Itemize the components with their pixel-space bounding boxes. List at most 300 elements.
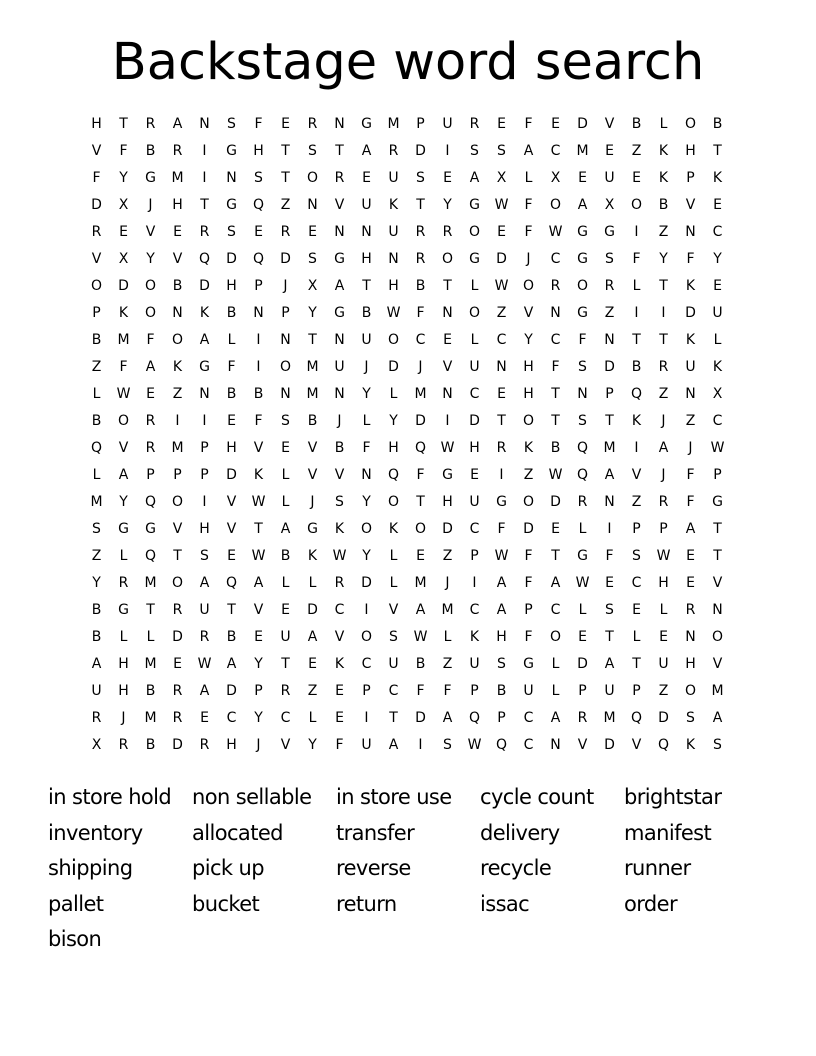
grid-letter: V	[118, 440, 129, 456]
grid-letter: O	[171, 494, 184, 510]
grid-letter: Y	[443, 197, 452, 213]
grid-letter: V	[712, 656, 723, 672]
grid-letter: Z	[91, 548, 102, 564]
grid-letter: C	[523, 737, 534, 753]
grid-letter: P	[713, 467, 722, 483]
grid-letter: Y	[308, 737, 317, 753]
grid-letter: F	[686, 467, 695, 483]
grid-letter: T	[254, 521, 263, 537]
grid-letter: S	[227, 116, 236, 132]
grid-letter: S	[713, 737, 722, 753]
grid-letter: R	[604, 278, 615, 294]
grid-letter: R	[91, 224, 102, 240]
grid-letter: A	[685, 521, 696, 537]
grid-letter: I	[202, 170, 207, 186]
grid-letter: F	[524, 197, 533, 213]
grid-letter: Z	[523, 467, 534, 483]
grid-letter: E	[335, 710, 344, 726]
grid-letter: W	[494, 278, 509, 294]
grid-letter: L	[551, 656, 560, 672]
grid-letter: D	[577, 116, 588, 132]
grid-letter: M	[441, 602, 454, 618]
grid-letter: K	[712, 170, 723, 186]
grid-letter: O	[90, 278, 103, 294]
grid-letter: L	[632, 278, 641, 294]
grid-letter: L	[443, 629, 452, 645]
grid-letter: N	[550, 305, 561, 321]
grid-letter: W	[251, 548, 266, 564]
grid-letter: M	[306, 359, 319, 375]
grid-letter: E	[632, 170, 641, 186]
grid-letter: D	[469, 413, 480, 429]
grid-letter: Z	[604, 305, 615, 321]
grid-letter: N	[334, 224, 345, 240]
grid-letter: V	[631, 737, 642, 753]
grid-letter: M	[603, 710, 616, 726]
grid-letter: R	[280, 224, 291, 240]
grid-letter: V	[172, 521, 183, 537]
grid-letter: V	[334, 467, 345, 483]
grid-letter: E	[173, 224, 182, 240]
grid-letter: K	[307, 548, 318, 564]
grid-letter: B	[226, 386, 237, 402]
grid-letter: D	[388, 359, 399, 375]
grid-letter: C	[415, 332, 426, 348]
grid-letter: D	[172, 629, 183, 645]
grid-letter: O	[306, 170, 319, 186]
grid-letter: N	[388, 251, 399, 267]
grid-letter: N	[226, 170, 237, 186]
word-list-item: bucket	[192, 891, 260, 916]
grid-letter: S	[632, 548, 641, 564]
grid-letter: A	[577, 197, 588, 213]
grid-letter: B	[631, 359, 642, 375]
grid-letter: W	[197, 656, 212, 672]
grid-letter: Y	[362, 386, 371, 402]
grid-letter: R	[199, 629, 210, 645]
grid-letter: K	[685, 737, 696, 753]
grid-letter: I	[202, 143, 207, 159]
grid-letter: Z	[496, 305, 507, 321]
grid-letter: G	[496, 494, 507, 510]
grid-letter: M	[576, 143, 589, 159]
grid-letter: M	[117, 332, 130, 348]
grid-letter: G	[604, 224, 615, 240]
grid-letter: X	[91, 737, 102, 753]
grid-letter: K	[388, 521, 399, 537]
word-list-item: in store hold	[48, 785, 172, 809]
grid-row	[83, 327, 731, 354]
grid-letter: U	[91, 683, 102, 699]
grid-letter: A	[604, 467, 615, 483]
grid-letter: N	[712, 602, 723, 618]
grid-letter: P	[470, 548, 479, 564]
grid-letter: B	[91, 602, 102, 618]
grid-letter: N	[334, 332, 345, 348]
grid-letter: Y	[524, 332, 533, 348]
grid-letter: A	[199, 332, 210, 348]
grid-letter: A	[91, 656, 102, 672]
grid-letter: P	[146, 467, 155, 483]
grid-letter: L	[659, 602, 668, 618]
grid-letter: C	[388, 683, 399, 699]
grid-letter: F	[686, 251, 695, 267]
grid-letter: R	[334, 170, 345, 186]
grid-letter: R	[415, 251, 426, 267]
grid-letter: Z	[631, 494, 642, 510]
grid-letter: H	[172, 197, 183, 213]
grid-letter: B	[307, 413, 318, 429]
grid-letter: O	[171, 575, 184, 591]
grid-letter: B	[253, 386, 264, 402]
grid-letter: O	[171, 332, 184, 348]
grid-row	[83, 273, 731, 300]
grid-letter: M	[144, 575, 157, 591]
grid-letter: O	[522, 278, 535, 294]
grid-letter: F	[524, 629, 533, 645]
grid-letter: Q	[468, 710, 481, 726]
grid-letter: R	[334, 575, 345, 591]
grid-letter: H	[226, 737, 237, 753]
grid-letter: D	[91, 197, 102, 213]
grid-letter: T	[497, 413, 506, 429]
grid-letter: O	[549, 197, 562, 213]
word-list-item: non sellable	[192, 785, 312, 809]
grid-letter: C	[550, 143, 561, 159]
grid-letter: S	[578, 413, 587, 429]
grid-letter: W	[548, 467, 563, 483]
grid-letter: H	[658, 575, 669, 591]
grid-letter: R	[118, 575, 129, 591]
grid-letter: W	[467, 737, 482, 753]
word-list-item: pallet	[48, 891, 104, 916]
grid-letter: T	[659, 332, 668, 348]
grid-letter: U	[469, 359, 480, 375]
word-list-item: return	[336, 891, 397, 916]
grid-letter: P	[92, 305, 101, 321]
grid-letter: L	[92, 467, 101, 483]
grid-letter: K	[631, 413, 642, 429]
grid-letter: V	[91, 143, 102, 159]
grid-letter: N	[280, 386, 291, 402]
grid-letter: H	[388, 278, 399, 294]
grid-letter: K	[253, 467, 264, 483]
grid-letter: S	[578, 359, 587, 375]
grid-letter: U	[280, 629, 291, 645]
grid-letter: N	[361, 224, 372, 240]
grid-letter: B	[280, 548, 291, 564]
grid-letter: A	[334, 278, 345, 294]
grid-letter: T	[389, 710, 398, 726]
grid-letter: T	[416, 494, 425, 510]
grid-letter: B	[334, 440, 345, 456]
grid-letter: D	[604, 737, 615, 753]
grid-letter: F	[443, 683, 452, 699]
grid-letter: A	[550, 710, 561, 726]
grid-letter: E	[443, 170, 452, 186]
grid-letter: A	[199, 683, 210, 699]
grid-letter: V	[631, 467, 642, 483]
grid-letter: Z	[658, 386, 669, 402]
grid-letter: P	[173, 467, 182, 483]
grid-letter: L	[470, 278, 479, 294]
grid-letter: B	[91, 413, 102, 429]
grid-letter: T	[308, 332, 317, 348]
grid-letter: B	[91, 629, 102, 645]
grid-letter: V	[685, 197, 696, 213]
grid-letter: U	[469, 656, 480, 672]
grid-letter: A	[658, 440, 669, 456]
grid-letter: R	[172, 143, 183, 159]
grid-letter: Y	[362, 548, 371, 564]
grid-letter: L	[227, 332, 236, 348]
grid-letter: F	[119, 143, 128, 159]
grid-letter: K	[685, 332, 696, 348]
grid-letter: E	[713, 197, 722, 213]
grid-letter: F	[254, 116, 263, 132]
grid-letter: D	[658, 710, 669, 726]
grid-letter: G	[334, 251, 345, 267]
grid-letter: H	[388, 440, 399, 456]
grid-letter: A	[307, 629, 318, 645]
grid-letter: U	[361, 332, 372, 348]
grid-letter: R	[658, 494, 669, 510]
grid-letter: R	[172, 710, 183, 726]
grid-letter: P	[632, 521, 641, 537]
grid-letter: W	[413, 629, 428, 645]
grid-letter: T	[416, 197, 425, 213]
grid-letter: J	[310, 494, 315, 510]
grid-letter: K	[658, 143, 669, 159]
grid-letter: O	[387, 494, 400, 510]
grid-letter: N	[334, 386, 345, 402]
grid-letter: F	[524, 224, 533, 240]
grid-letter: G	[442, 467, 453, 483]
grid-letter: B	[496, 683, 507, 699]
grid-letter: U	[604, 683, 615, 699]
grid-letter: L	[389, 548, 398, 564]
grid-letter: A	[388, 737, 399, 753]
grid-letter: Q	[144, 494, 157, 510]
grid-letter: X	[604, 197, 615, 213]
grid-letter: I	[202, 413, 207, 429]
grid-letter: S	[416, 170, 425, 186]
grid-letter: B	[145, 143, 156, 159]
grid-letter: N	[253, 305, 264, 321]
grid-letter: U	[361, 197, 372, 213]
grid-letter: R	[577, 494, 588, 510]
grid-letter: G	[118, 521, 129, 537]
grid-row	[83, 651, 731, 678]
grid-letter: F	[227, 359, 236, 375]
grid-letter: D	[415, 413, 426, 429]
grid-letter: Y	[146, 251, 155, 267]
grid-letter: H	[685, 656, 696, 672]
grid-row	[83, 246, 731, 273]
grid-letter: F	[362, 440, 371, 456]
grid-letter: Q	[387, 467, 400, 483]
grid-letter: V	[334, 197, 345, 213]
grid-letter: N	[199, 386, 210, 402]
grid-letter: W	[575, 575, 590, 591]
grid-letter: R	[415, 224, 426, 240]
grid-letter: I	[202, 494, 207, 510]
grid-letter: O	[576, 278, 589, 294]
grid-letter: R	[199, 737, 210, 753]
grid-letter: U	[685, 359, 696, 375]
grid-letter: S	[605, 251, 614, 267]
word-list-item: shipping	[48, 856, 133, 880]
grid-letter: I	[472, 575, 477, 591]
grid-letter: D	[523, 521, 534, 537]
grid-letter: P	[524, 602, 533, 618]
word-list-item: manifest	[624, 820, 712, 845]
grid-letter: C	[361, 656, 372, 672]
grid-letter: F	[632, 251, 641, 267]
grid-letter: J	[256, 737, 261, 753]
grid-letter: M	[414, 575, 427, 591]
grid-letter: U	[361, 737, 372, 753]
grid-letter: A	[226, 656, 237, 672]
grid-letter: L	[578, 521, 587, 537]
grid-letter: K	[388, 197, 399, 213]
grid-letter: I	[445, 413, 450, 429]
grid-row	[83, 678, 731, 705]
grid-letter: G	[145, 170, 156, 186]
grid-letter: E	[308, 656, 317, 672]
grid-letter: D	[226, 251, 237, 267]
grid-letter: A	[172, 116, 183, 132]
grid-letter: P	[605, 386, 614, 402]
grid-letter: E	[497, 224, 506, 240]
grid-letter: G	[199, 359, 210, 375]
grid-letter: G	[361, 116, 372, 132]
grid-letter: M	[306, 386, 319, 402]
grid-letter: I	[364, 602, 369, 618]
grid-letter: E	[173, 656, 182, 672]
grid-row	[83, 435, 731, 462]
grid-letter: E	[281, 440, 290, 456]
grid-letter: G	[577, 251, 588, 267]
grid-letter: Q	[144, 548, 157, 564]
grid-letter: J	[364, 359, 369, 375]
grid-letter: I	[256, 332, 261, 348]
grid-letter: C	[550, 251, 561, 267]
grid-letter: R	[550, 278, 561, 294]
grid-row	[83, 732, 731, 759]
grid-letter: J	[121, 710, 126, 726]
grid-letter: Q	[225, 575, 238, 591]
grid-letter: L	[551, 683, 560, 699]
grid-letter: H	[685, 143, 696, 159]
grid-letter: D	[685, 305, 696, 321]
word-list-item: delivery	[480, 820, 560, 845]
grid-letter: Y	[659, 251, 668, 267]
grid-letter: U	[442, 116, 453, 132]
grid-letter: P	[281, 305, 290, 321]
grid-letter: F	[92, 170, 101, 186]
grid-letter: E	[254, 224, 263, 240]
grid-letter: S	[470, 143, 479, 159]
grid-letter: P	[497, 710, 506, 726]
grid-letter: R	[577, 710, 588, 726]
grid-letter: N	[442, 386, 453, 402]
grid-letter: X	[307, 278, 318, 294]
grid-letter: N	[577, 386, 588, 402]
grid-letter: U	[388, 170, 399, 186]
grid-letter: C	[712, 413, 723, 429]
grid-letter: E	[632, 602, 641, 618]
grid-letter: O	[144, 305, 157, 321]
grid-letter: R	[469, 116, 480, 132]
grid-letter: E	[308, 224, 317, 240]
grid-letter: S	[497, 656, 506, 672]
grid-letter: D	[577, 656, 588, 672]
grid-letter: O	[360, 521, 373, 537]
grid-letter: G	[577, 548, 588, 564]
word-list	[48, 780, 768, 958]
grid-letter: X	[118, 251, 129, 267]
grid-letter: W	[494, 548, 509, 564]
grid-letter: E	[551, 521, 560, 537]
grid-letter: J	[661, 467, 666, 483]
grid-letter: B	[91, 332, 102, 348]
grid-letter: V	[280, 737, 291, 753]
grid-letter: I	[418, 737, 423, 753]
grid-letter: K	[172, 359, 183, 375]
grid-letter: E	[497, 116, 506, 132]
grid-letter: T	[443, 278, 452, 294]
grid-letter: W	[332, 548, 347, 564]
grid-row	[83, 516, 731, 543]
grid-letter: S	[254, 170, 263, 186]
grid-letter: J	[283, 278, 288, 294]
grid-letter: G	[118, 602, 129, 618]
grid-letter: X	[550, 170, 561, 186]
grid-letter: R	[145, 440, 156, 456]
grid-letter: T	[119, 116, 128, 132]
grid-letter: E	[254, 629, 263, 645]
grid-letter: F	[254, 413, 263, 429]
grid-letter: K	[334, 521, 345, 537]
grid-letter: U	[712, 305, 723, 321]
grid-letter: C	[631, 575, 642, 591]
grid-letter: F	[416, 683, 425, 699]
grid-letter: C	[280, 710, 291, 726]
grid-letter: G	[469, 251, 480, 267]
grid-letter: L	[389, 386, 398, 402]
grid-letter: G	[577, 305, 588, 321]
grid-letter: D	[361, 575, 372, 591]
grid-letter: W	[386, 305, 401, 321]
grid-letter: E	[578, 629, 587, 645]
grid-letter: N	[550, 737, 561, 753]
grid-row	[83, 597, 731, 624]
grid-letter: E	[416, 548, 425, 564]
grid-letter: R	[118, 737, 129, 753]
grid-letter: V	[334, 629, 345, 645]
word-list-item: cycle count	[480, 785, 594, 809]
grid-letter: C	[226, 710, 237, 726]
grid-letter: K	[658, 170, 669, 186]
grid-letter: T	[362, 278, 371, 294]
grid-letter: G	[712, 494, 723, 510]
grid-letter: S	[497, 143, 506, 159]
grid-letter: G	[145, 521, 156, 537]
grid-letter: A	[253, 575, 264, 591]
grid-letter: X	[118, 197, 129, 213]
grid-letter: Y	[92, 575, 101, 591]
